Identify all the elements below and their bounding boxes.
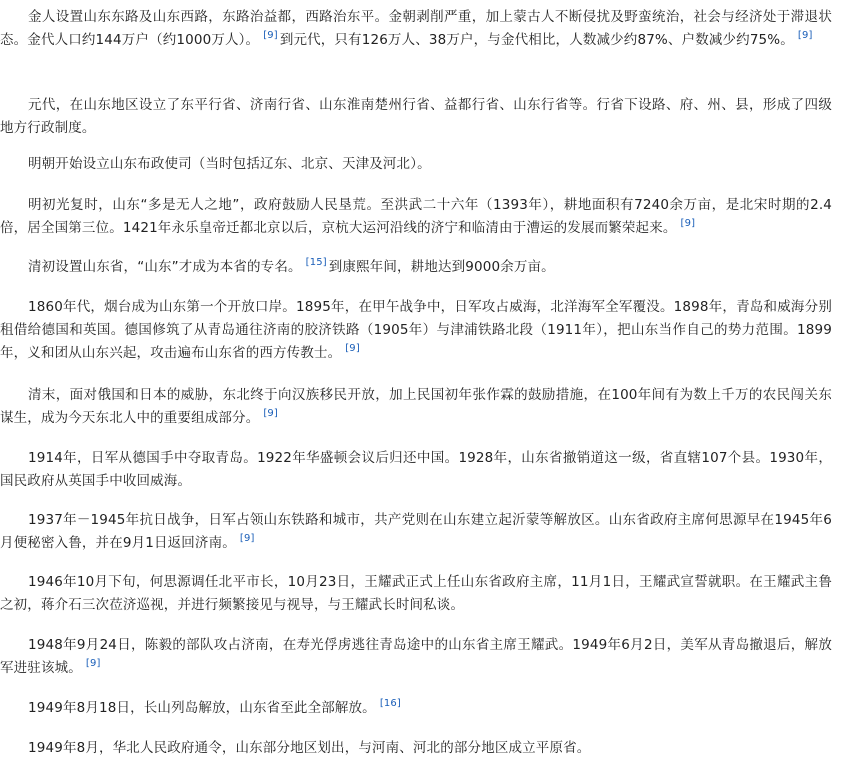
paragraph-text: 1948年9月24日，陈毅的部队攻占济南，在寿光俘虏逃往青岛途中的山东省主席王耀武。1949年6月2日，美军从青岛撤退后，解放军进驻该城。 [0,637,832,676]
paragraph-text: 1937年－1945年抗日战争，日军占领山东铁路和城市，共产党则在山东建立起沂蒙等解放区。山东省政府主席何思源早在1945年6月便秘密入鲁，并在9月1日返回济南。 [0,512,832,551]
citation-link[interactable]: [9] [263,30,278,41]
paragraph-text: 1860年代，烟台成为山东第一个开放口岸。1895年，在甲午战争中，日军攻占威海，北洋海军全军覆没。1898年，青岛和威海分别租借给德国和英国。德国修筑了从青岛通往济南的胶济铁路（1905年）与津浦铁路北段（1911年），把山东当作自己的势力范围。1899年，义和团从山东兴起，攻击遍布山东省的西方传教士。 [0,299,832,361]
paragraph [0,6,832,52]
paragraph-text: 1949年8月，华北人民政府通令，山东部分地区划出，与河南、河北的部分地区成立平原省。 [28,740,591,756]
paragraph [0,634,832,680]
paragraph-text: 到康熙年间，耕地达到9000余万亩。 [328,259,555,275]
citation-link[interactable]: [9] [797,30,813,41]
citation-link[interactable]: [9] [239,533,255,544]
paragraph [0,256,832,279]
citation-link[interactable]: [16] [379,698,401,709]
paragraph [0,296,832,365]
paragraph [0,153,832,176]
citation-link[interactable]: [9] [263,408,278,419]
paragraph [0,737,832,760]
paragraph [0,194,832,240]
paragraph-text: 清末，面对俄国和日本的威胁，东北终于向汉族移民开放，加上民国初年张作霖的鼓励措施，在100年间有为数上千万的农民闯关东谋生，成为今天东北人中的重要组成部分。 [0,387,832,426]
paragraph-text: 元代，在山东地区设立了东平行省、济南行省、山东淮南楚州行省、益都行省、山东行省等。行省下设路、府、州、县，形成了四级地方行政制度。 [0,97,832,136]
citation-link[interactable]: [9] [85,658,101,669]
paragraph-text: 金人设置山东东路及山东西路，东路治益都，西路治东平。金朝剥削严重，加上蒙古人不断侵扰及野蛮统治，社会与经济处于滞退状态。金代人口约144万户（约1000万人）。 [0,9,832,48]
paragraph [0,509,832,555]
paragraph-text: 明朝开始设立山东布政使司（当时包括辽东、北京、天津及河北）。 [28,156,431,172]
paragraph [0,697,832,720]
paragraph [0,571,832,617]
citation-link[interactable]: [9] [345,343,360,354]
paragraph-text: 1949年8月18日，长山列岛解放，山东省至此全部解放。 [28,700,376,716]
paragraph-text: 到元代，只有126万人、38万户，与金代相比，人数减少约87%、户数减少约75%。 [279,32,794,48]
paragraph-text: 1946年10月下旬，何思源调任北平市长，10月23日，王耀武正式上任山东省政府主席，11月1日，王耀武宣誓就职。在王耀武主鲁之初，蒋介石三次莅济巡视，并进行频繁接见与视导，与王耀武长时间私谈。 [0,574,832,613]
paragraph-text: 清初设置山东省，“山东”才成为本省的专名。 [28,259,302,275]
citation-link[interactable]: [9] [680,218,696,229]
paragraph [0,94,832,140]
paragraph [0,384,832,430]
paragraph-text: 1914年，日军从德国手中夺取青岛。1922年华盛顿会议后归还中国。1928年，山东省撤销道这一级，省直辖107个县。1930年，国民政府从英国手中收回威海。 [0,450,832,489]
citation-link[interactable]: [15] [305,257,327,268]
paragraph [0,447,832,493]
paragraph-text: 明初光复时，山东“多是无人之地”，政府鼓励人民垦荒。至洪武二十六年（1393年），耕地面积有7240余万亩，是北宋时期的2.4倍，居全国第三位。1421年永乐皇帝迁都北京以后，京杭大运河沿线的济宁和临清由于漕运的发展而繁荣起来。 [0,197,832,236]
